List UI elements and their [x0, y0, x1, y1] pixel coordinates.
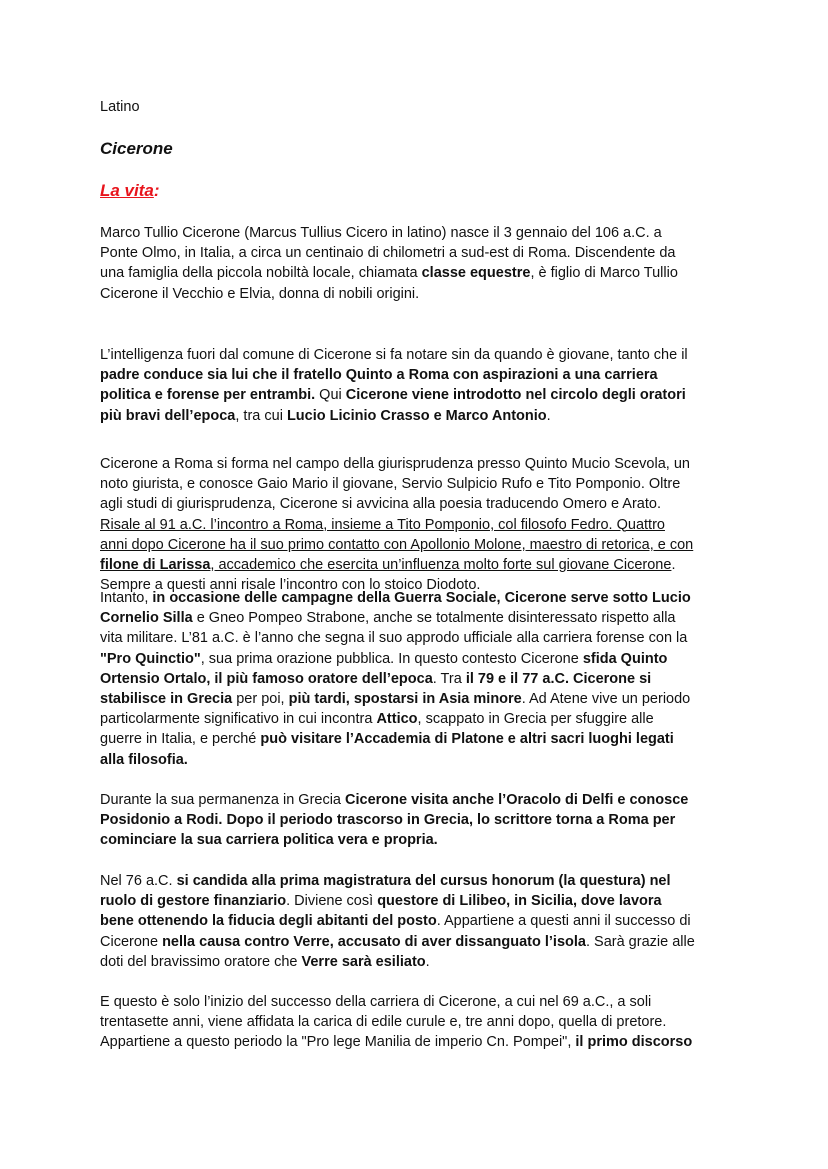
text-run: stabilisce in Grecia — [100, 690, 233, 707]
text-line — [100, 406, 688, 426]
text-run: Cicerone visita anche l’Oracolo di Delfi e conosce — [345, 792, 689, 808]
text-run: e Gneo Pompeo Strabone, anche se totalmente disinteressato rispetto alla — [192, 610, 676, 627]
text-run: una famiglia della piccola nobiltà locale, chiamata — [100, 265, 422, 282]
text-run: E questo è solo l’inizio del successo della carriera di Cicerone, a cui nel 69 a.C., a soli — [100, 994, 652, 1010]
text-run: . Tra — [432, 670, 466, 687]
text-run: Cicerone il Vecchio e Elvia, donna di nobili origini. — [100, 285, 420, 302]
text-run: Qui — [315, 387, 346, 404]
text-line — [100, 454, 693, 474]
paragraph — [100, 871, 695, 972]
text-line — [100, 628, 691, 648]
text-line — [100, 871, 695, 891]
text-run: . — [546, 407, 551, 424]
text-run: politica e forense per entrambi. — [100, 387, 316, 404]
text-line — [100, 669, 691, 689]
text-run: per poi, — [232, 690, 289, 707]
text-line — [100, 555, 693, 575]
text-run: "Pro Quinctio" — [100, 650, 201, 667]
section-heading-label: La vita — [100, 181, 154, 200]
text-run: , tra cui — [235, 407, 287, 424]
text-run: Ortensio Ortalo, il più famoso oratore dell’epoca — [100, 670, 433, 687]
text-run: in occasione delle campagne della Guerra Sociale, Cicerone serve sotto Lucio — [152, 590, 691, 606]
text-run: Cicerone a Roma si forma nel campo della giurisprudenza presso Quinto Mucio Scevola, un — [100, 456, 690, 472]
text-run: , scappato in Grecia per sfuggire alle — [417, 711, 654, 728]
paragraph — [100, 223, 678, 304]
text-line — [100, 1032, 692, 1052]
text-run: L’intelligenza fuori dal comune di Cicerone si fa notare sin da quando è giovane, tanto che il — [100, 347, 688, 363]
text-run: Ponte Olmo, in Italia, a circa un centinaio di chilometri a sud-est di Roma. Discendente da — [100, 245, 676, 262]
text-line — [100, 750, 691, 770]
text-run: Cicerone viene introdotto nel circolo degli oratori — [345, 387, 686, 404]
text-run: . Appartiene a questi anni il successo di — [436, 913, 691, 930]
text-run: ruolo di gestore finanziario — [100, 893, 287, 910]
text-line — [100, 911, 695, 931]
text-line — [100, 790, 688, 810]
text-line — [100, 830, 688, 850]
text-run: particolarmente significativo in cui incontra — [100, 711, 377, 728]
text-line — [100, 365, 688, 385]
text-run: , è figlio di Marco Tullio — [530, 265, 678, 282]
text-run: Lucio Licinio Crasso e Marco Antonio — [286, 407, 547, 424]
text-run: Attico — [376, 711, 418, 728]
text-line — [100, 284, 678, 304]
text-run: Marco Tullio Cicerone (Marcus Tullius Cicero in latino) nasce il 3 gennaio del 106 a.C. a — [100, 225, 662, 241]
text-line — [100, 992, 692, 1012]
text-line — [100, 729, 691, 749]
text-line — [100, 952, 695, 972]
text-run: Intanto, — [100, 590, 153, 606]
text-run: anni dopo Cicerone ha il suo primo contatto con Apollonio Molone, maestro di retorica, e con — [100, 536, 694, 553]
text-run: Nel 76 a.C. — [100, 873, 177, 889]
text-line — [100, 891, 695, 911]
text-run: Durante la sua permanenza in Grecia — [100, 792, 346, 808]
text-run: sfida Quinto — [582, 650, 668, 667]
text-run: cominciare la sua carriera politica vera e propria. — [100, 832, 438, 849]
text-run: . Ad Atene vive un periodo — [521, 690, 691, 707]
paragraph — [100, 345, 688, 426]
text-run: trentasette anni, viene affidata la carica di edile curule e, tre anni dopo, quella di pretore. — [100, 1014, 667, 1031]
text-run: doti del bravissimo oratore che — [100, 953, 302, 970]
text-run: , accademico che esercita un’influenza molto forte sul giovane Cicerone — [210, 556, 672, 573]
text-run: . Sarà grazie alle — [585, 933, 695, 950]
text-line — [100, 385, 688, 405]
text-line — [100, 263, 678, 283]
text-line — [100, 535, 693, 555]
text-line — [100, 932, 695, 952]
text-run: vita militare. L’81 a.C. è l’anno che segna il suo approdo ufficiale alla carriera forense con la — [100, 630, 688, 647]
paragraph — [100, 992, 692, 1053]
text-run: Risale al 91 a.C. l’incontro a Roma, insieme a Tito Pomponio, col filosofo Fedro. Quattro — [100, 516, 665, 533]
text-line — [100, 649, 691, 669]
text-run: Sempre a questi anni risale l’incontro con lo stoico Diodoto. — [100, 577, 481, 594]
text-run: si candida alla prima magistratura del cursus honorum (la questura) nel — [176, 873, 671, 889]
text-run: Cornelio Silla — [100, 610, 193, 627]
document-title: Cicerone — [100, 139, 173, 158]
text-run: alla filosofia. — [100, 751, 188, 768]
text-run: bene ottenendo la fiducia degli abitanti del posto — [100, 913, 437, 930]
text-line — [100, 588, 691, 608]
text-run: il 79 e il 77 a.C. Cicerone si — [465, 670, 652, 687]
text-line — [100, 223, 678, 243]
paragraph — [100, 454, 693, 595]
text-line — [100, 1012, 692, 1032]
text-run: più tardi, spostarsi in Asia minore — [288, 690, 522, 707]
text-run: più bravi dell’epoca — [100, 407, 236, 424]
text-line — [100, 689, 691, 709]
text-line — [100, 608, 691, 628]
document-subject: Latino — [100, 99, 140, 115]
text-run: filone di Larissa — [100, 556, 211, 573]
text-run: Verre sarà esiliato — [301, 953, 426, 970]
text-run: . — [671, 556, 676, 573]
text-run: Cicerone — [100, 933, 163, 950]
section-heading-colon: : — [153, 181, 160, 200]
text-line — [100, 474, 693, 494]
text-run: agli studi di giurisprudenza, Cicerone si avvicina alla poesia traducendo Omero e Arato. — [100, 496, 661, 513]
text-run: classe equestre — [421, 265, 531, 282]
text-run: noto giurista, e conosce Gaio Mario il giovane, Servio Sulpicio Rufo e Tito Pomponio. Oltre — [100, 476, 681, 493]
text-line — [100, 709, 691, 729]
text-run: . — [425, 953, 430, 970]
paragraph — [100, 790, 688, 851]
text-run: padre conduce sia lui che il fratello Quinto a Roma con aspirazioni a una carriera — [100, 367, 658, 384]
text-run: , sua prima orazione pubblica. In questo contesto Cicerone — [200, 650, 583, 667]
text-run: può visitare l’Accademia di Platone e altri sacri luoghi legati — [260, 731, 674, 748]
text-line — [100, 345, 688, 365]
section-heading — [100, 181, 160, 201]
text-run: . Diviene così — [286, 893, 378, 910]
text-run: Posidonio a Rodi. Dopo il periodo trascorso in Grecia, lo scrittore torna a Roma per — [100, 812, 676, 829]
text-line — [100, 810, 688, 830]
text-run: Appartiene a questo periodo la "Pro lege Manilia de imperio Cn. Pompei", — [100, 1034, 576, 1051]
text-run: il primo discorso — [575, 1034, 693, 1051]
text-run: guerre in Italia, e perché — [100, 731, 261, 748]
text-run: questore di Lilibeo, in Sicilia, dove lavora — [377, 893, 662, 910]
text-line — [100, 243, 678, 263]
text-run: nella causa contro Verre, accusato di aver dissanguato l’isola — [162, 933, 586, 950]
text-line — [100, 494, 693, 514]
text-line — [100, 515, 693, 535]
paragraph — [100, 588, 691, 770]
